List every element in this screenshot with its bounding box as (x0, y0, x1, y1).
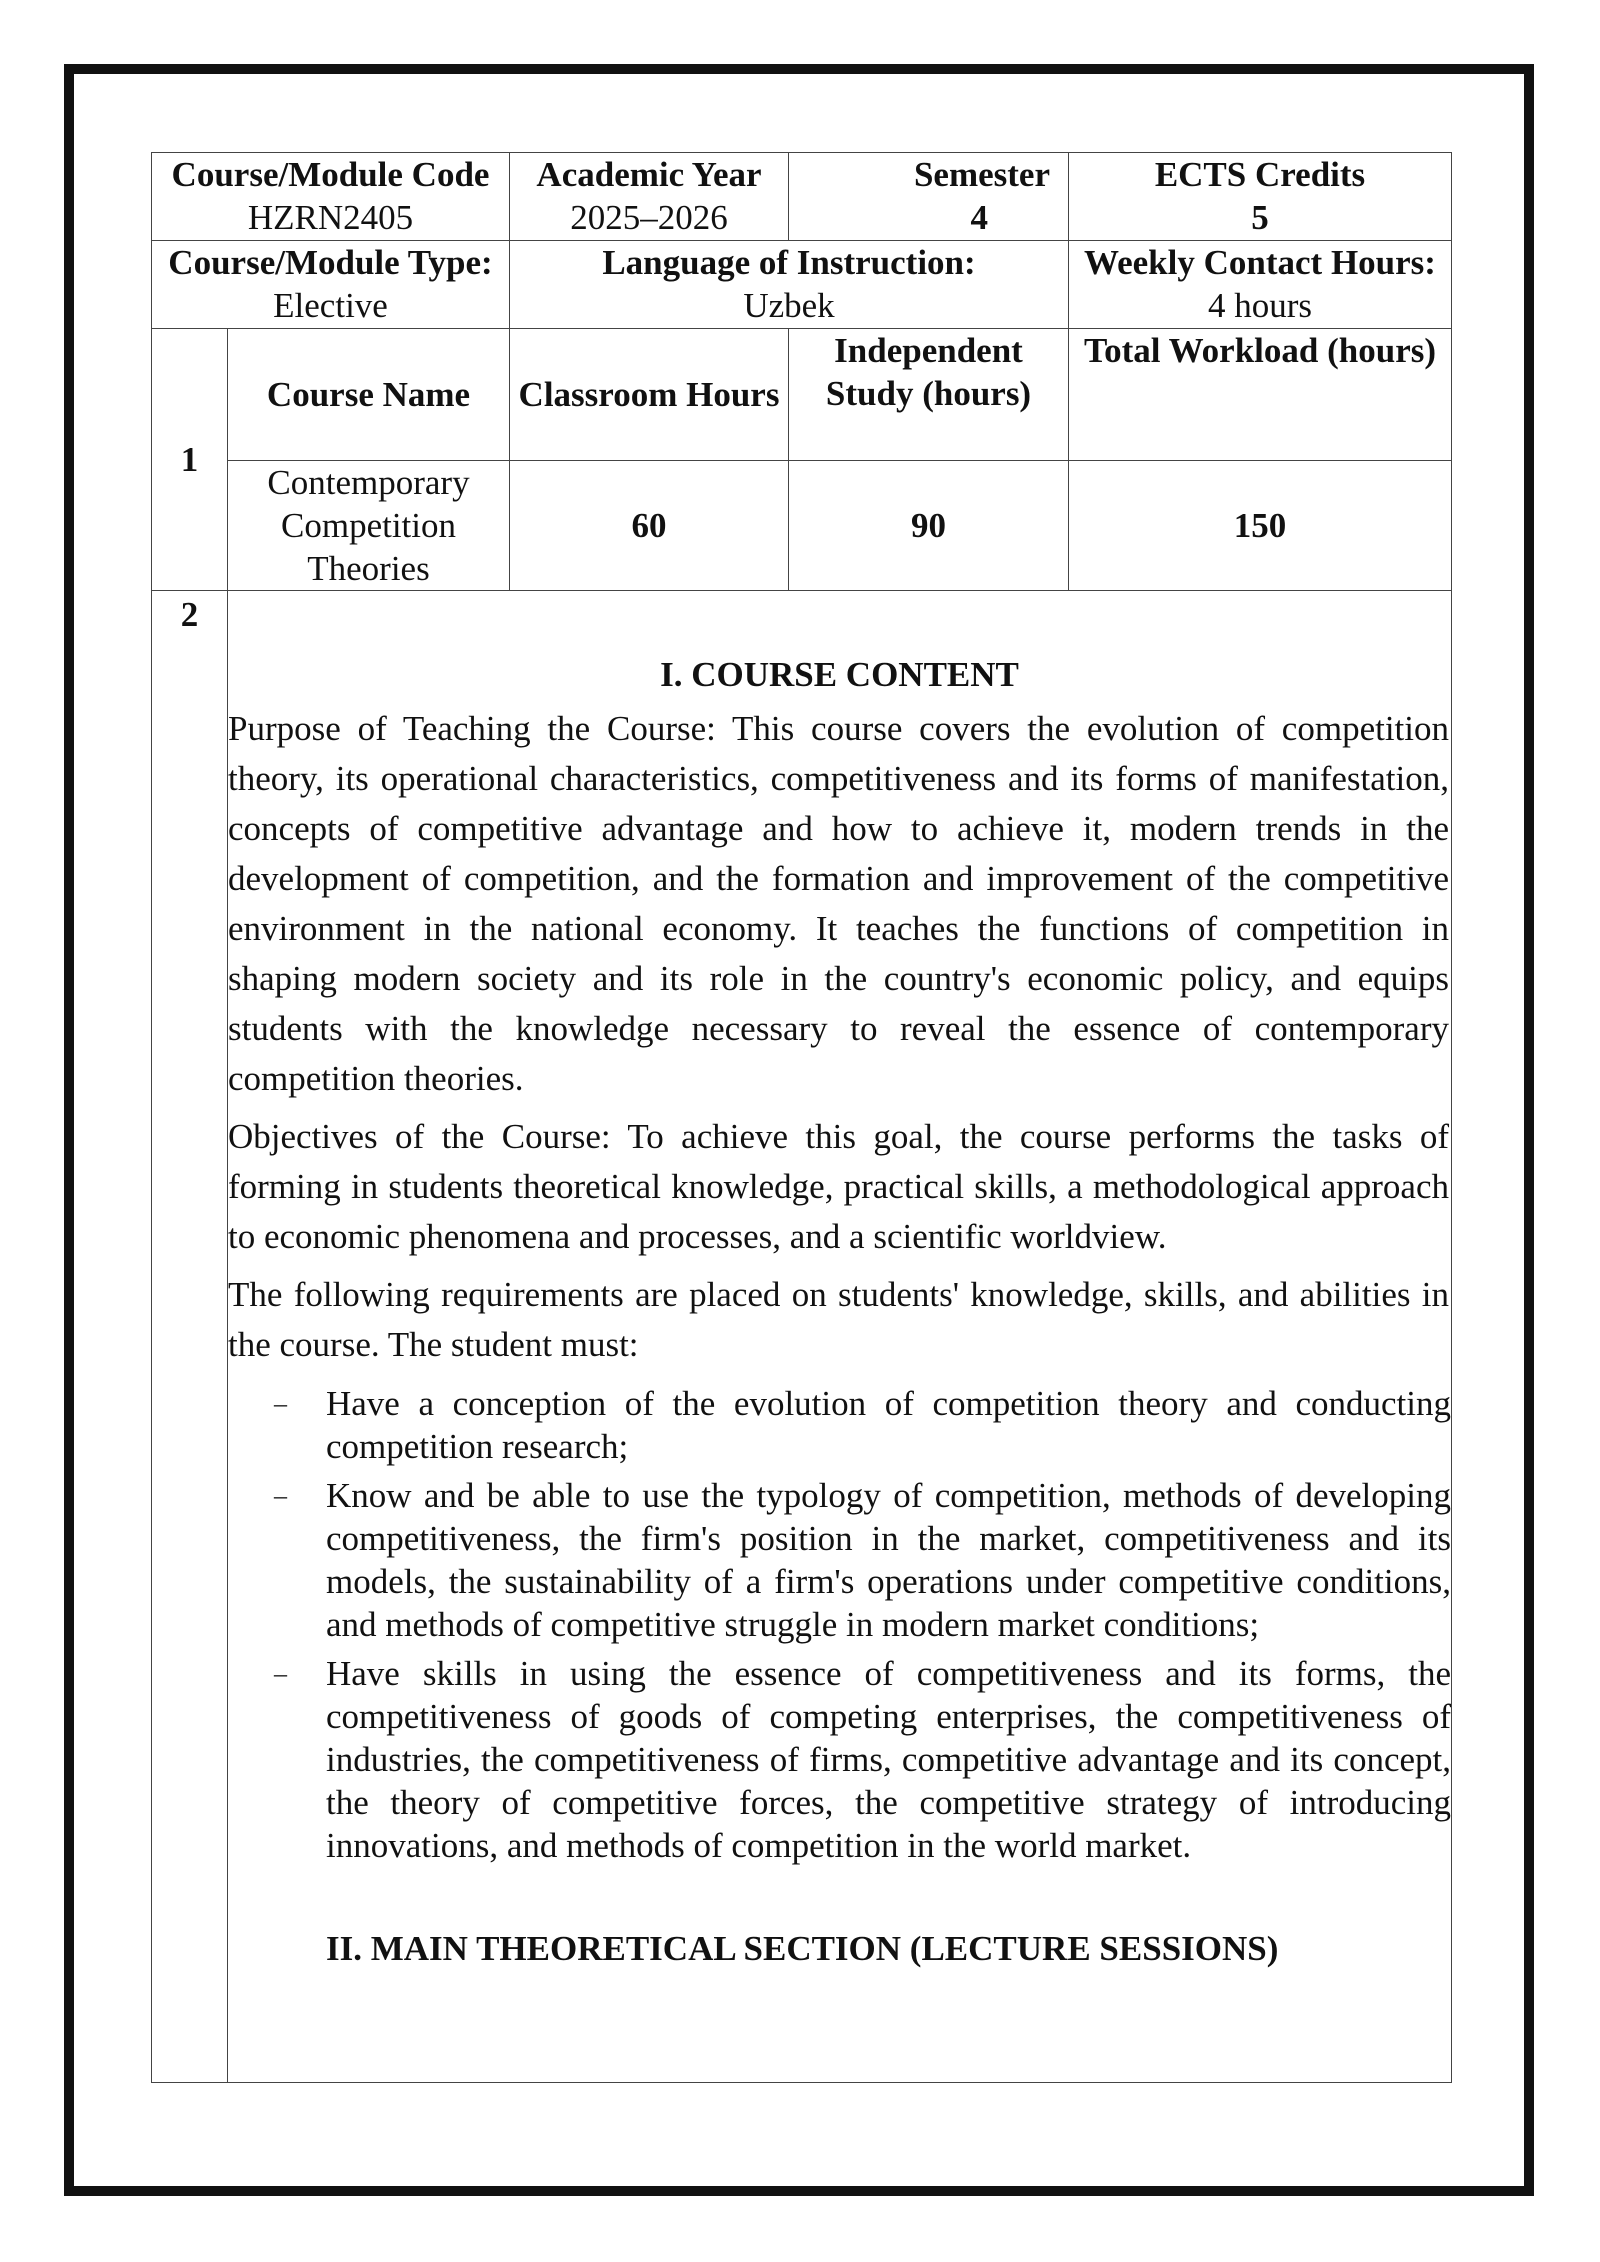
academic-year-cell (510, 153, 789, 241)
semester-cell (789, 153, 1069, 241)
col-total-workload: Total Workload (hours) (1069, 329, 1452, 461)
course-code-label: Course/Module Code (171, 155, 490, 194)
requirement-text: Know and be able to use the typology of competition, methods of developing competitiveness, the firm's position in the market, competitiveness and its models, the sustainability of a firm's operations under competitive conditions, and methods of competitive struggle in modern market conditions; (326, 1476, 1451, 1644)
requirements-intro: The following requirements are placed on students' knowledge, skills, and abilities in the course. The student must: (228, 1275, 1449, 1364)
ects-label: ECTS Credits (1154, 155, 1366, 194)
dash-bullet-icon: – (274, 1659, 287, 1688)
contact-hours-cell (1069, 241, 1452, 329)
academic-year-label: Academic Year (536, 155, 762, 194)
module-type-label: Course/Module Type: (168, 243, 493, 282)
semester-label: Semester (913, 155, 1050, 194)
course-content-title: I. COURSE CONTENT (660, 655, 1019, 694)
course-code-value: HZRN2405 (247, 198, 414, 237)
module-type-cell (152, 241, 510, 329)
header-row-2 (152, 241, 1452, 329)
contact-hours-label: Weekly Contact Hours: (1084, 243, 1436, 282)
dash-bullet-icon: – (274, 1389, 287, 1418)
section1-data-row (152, 461, 1452, 591)
course-code-cell (152, 153, 510, 241)
requirement-text: Have a conception of the evolution of competition theory and conducting competition research; (326, 1384, 1451, 1466)
independent-hours-value: 90 (789, 461, 1069, 591)
language-label: Language of Instruction: (602, 243, 976, 282)
header-row-1 (152, 153, 1452, 241)
requirement-item (228, 1382, 1451, 1468)
course-content-cell (228, 591, 1452, 2083)
semester-value: 4 (970, 198, 988, 237)
section2-row (152, 591, 1452, 2083)
course-syllabus-table (151, 152, 1452, 2083)
course-name-value: Contemporary Competition Theories (228, 461, 510, 591)
col-classroom-hours: Classroom Hours (510, 329, 789, 461)
academic-year-value: 2025–2026 (570, 198, 728, 237)
requirement-item (228, 1474, 1451, 1646)
section1-header-row (152, 329, 1452, 461)
language-cell (510, 241, 1069, 329)
total-hours-value: 150 (1069, 461, 1452, 591)
col-independent-study: Independent Study (hours) (789, 329, 1069, 461)
requirements-list (228, 1382, 1451, 1867)
classroom-hours-value: 60 (510, 461, 789, 591)
requirement-text: Have skills in using the essence of competitiveness and its forms, the competitiveness of goods of competing enterprises, the competitiveness of industries, the competitiveness of firms, competitive advantage and its concept, the theory of competitive forces, the competitive strategy of introducing innovations, and methods of competition in the world market. (326, 1654, 1451, 1865)
requirement-item (228, 1652, 1451, 1867)
ects-cell (1069, 153, 1452, 241)
main-theoretical-section-title: II. MAIN THEORETICAL SECTION (LECTURE SESSIONS) (326, 1929, 1279, 1968)
objectives-paragraph: Objectives of the Course: To achieve this goal, the course performs the tasks of forming in students theoretical knowledge, practical skills, a methodological approach to economic phenomena and processes, and a scientific worldview. (228, 1117, 1449, 1256)
purpose-paragraph: Purpose of Teaching the Course: This course covers the evolution of competition theory, its operational characteristics, competitiveness and its forms of manifestation, concepts of competitive advantage and how to achieve it, modern trends in the development of competition, and the formation and improvement of the competitive environment in the national economy. It teaches the functions of competition in shaping modern society and its role in the country's economic policy, and equips students with the knowledge necessary to reveal the essence of contemporary competition theories. (228, 709, 1449, 1098)
dash-bullet-icon: – (274, 1481, 287, 1510)
module-type-value: Elective (273, 286, 388, 325)
contact-hours-value: 4 hours (1207, 286, 1313, 325)
language-value: Uzbek (743, 286, 835, 325)
section1-number: 1 (152, 329, 228, 591)
section2-number: 2 (152, 591, 228, 2083)
ects-value: 5 (1251, 198, 1269, 237)
col-course-name: Course Name (228, 329, 510, 461)
